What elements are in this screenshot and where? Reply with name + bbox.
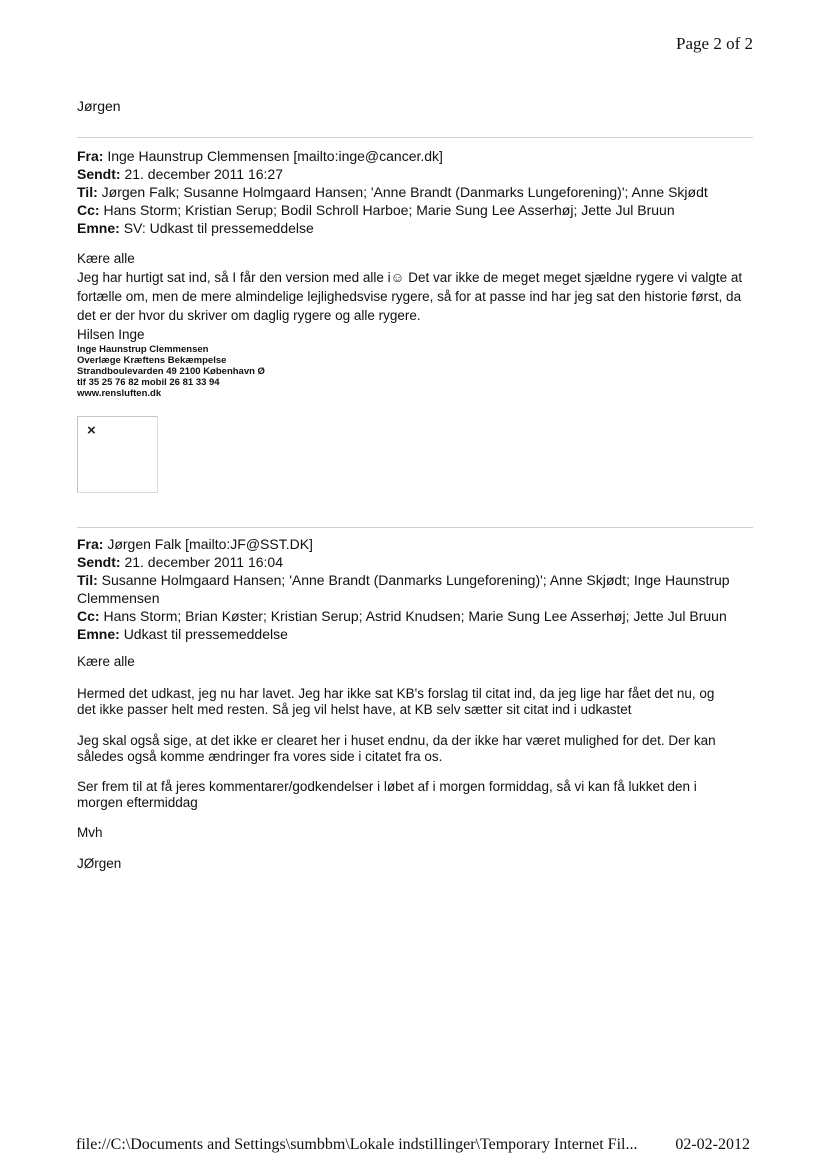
sent-value: 21. december 2011 16:04 xyxy=(124,554,283,570)
broken-image-icon: × xyxy=(87,422,96,439)
divider xyxy=(77,527,753,528)
sent-line: Sendt: 21. december 2011 16:04 xyxy=(77,554,283,570)
top-signoff: Jørgen xyxy=(77,98,121,114)
subject-value: Udkast til pressemeddelse xyxy=(123,626,288,642)
message2-header xyxy=(77,535,730,643)
from-value[interactable]: Jørgen Falk [mailto:JF@SST.DK] xyxy=(107,536,313,552)
signoff: JØrgen xyxy=(77,856,122,871)
greeting: Kære alle xyxy=(77,654,135,669)
body-paragraph xyxy=(77,733,716,765)
text-line: Hermed det udkast, jeg nu har lavet. Jeg har ikke sat KB's forslag til citat ind, da jeg lige har fået det nu, og xyxy=(77,686,715,701)
to-value: Jørgen Falk; Susanne Holmgaard Hansen; 'Anne Brandt (Danmarks Lungeforening)'; Anne Skjødt xyxy=(101,184,708,200)
closing: Hilsen Inge xyxy=(77,327,145,342)
closing: Mvh xyxy=(77,825,103,840)
subject-line: Emne: SV: Udkast til pressemeddelse xyxy=(77,220,314,236)
text-line: morgen eftermiddag xyxy=(77,795,198,810)
page-number: Page 2 of 2 xyxy=(676,34,753,53)
signature-phone: tlf 35 25 76 82 mobil 26 81 33 94 xyxy=(77,377,220,388)
message1-body xyxy=(77,249,757,344)
signature-name: Inge Haunstrup Clemmensen xyxy=(77,344,209,355)
to-line-continued: Clemmensen xyxy=(77,590,160,606)
broken-image-placeholder xyxy=(77,416,158,493)
from-value[interactable]: Inge Haunstrup Clemmensen [mailto:inge@cancer.dk] xyxy=(107,148,443,164)
subject-line: Emne: Udkast til pressemeddelse xyxy=(77,626,288,642)
subject-value: SV: Udkast til pressemeddelse xyxy=(123,220,314,236)
cc-value: Hans Storm; Kristian Serup; Bodil Schroll Harboe; Marie Sung Lee Asserhøj; Jette Jul Bruun xyxy=(103,202,675,218)
cc-line: Cc: Hans Storm; Kristian Serup; Bodil Schroll Harboe; Marie Sung Lee Asserhøj; Jette Jul Bruun xyxy=(77,202,675,218)
body-paragraph: Jeg har hurtigt sat ind, så I får den version med alle i☺ Det var ikke de meget meget sjældne rygere vi valgte at fortælle om, men de mere almindelige lejlighedsvise rygere, så for at passe ind har jeg sat den historie først, da det er der hvor du skriver om daglig rygere og alle rygere. xyxy=(77,270,743,323)
greeting: Kære alle xyxy=(77,251,135,266)
smiley-icon: ☺ xyxy=(390,270,405,285)
message1-header xyxy=(77,147,708,237)
signature-block xyxy=(77,344,265,399)
text-line: Ser frem til at få jeres kommentarer/godkendelser i løbet af i morgen formiddag, så vi kan få lukket den i xyxy=(77,779,697,794)
footer-file-path: file://C:\Documents and Settings\sumbbm\Lokale indstillinger\Temporary Internet Fil... xyxy=(76,1136,638,1153)
signature-title: Overlæge Kræftens Bekæmpelse xyxy=(77,355,227,366)
to-line: Til: Susanne Holmgaard Hansen; 'Anne Brandt (Danmarks Lungeforening)'; Anne Skjødt; Inge Haunstrup xyxy=(77,572,730,588)
text-line: således også komme ændringer fra vores side i citatet fra os. xyxy=(77,749,443,764)
sent-value: 21. december 2011 16:27 xyxy=(124,166,283,182)
body-paragraph xyxy=(77,779,697,811)
to-line: Til: Jørgen Falk; Susanne Holmgaard Hansen; 'Anne Brandt (Danmarks Lungeforening)'; Anne Skjødt xyxy=(77,184,708,200)
cc-line: Cc: Hans Storm; Brian Køster; Kristian Serup; Astrid Knudsen; Marie Sung Lee Asserhøj; Jette Jul Bruun xyxy=(77,608,727,624)
text-line: det ikke passer helt med resten. Så jeg vil helst have, at KB selv sætter sit citat ind i udkastet xyxy=(77,702,632,717)
from-line: Fra: Inge Haunstrup Clemmensen [mailto:inge@cancer.dk] xyxy=(77,148,443,164)
from-line: Fra: Jørgen Falk [mailto:JF@SST.DK] xyxy=(77,536,313,552)
sent-line: Sendt: 21. december 2011 16:27 xyxy=(77,166,283,182)
signature-address: Strandboulevarden 49 2100 København Ø xyxy=(77,366,265,377)
footer-date: 02-02-2012 xyxy=(675,1136,750,1153)
body-paragraph xyxy=(77,686,714,718)
to-value: Susanne Holmgaard Hansen; 'Anne Brandt (Danmarks Lungeforening)'; Anne Skjødt; Inge Haunstrup xyxy=(101,572,730,588)
cc-value: Hans Storm; Brian Køster; Kristian Serup; Astrid Knudsen; Marie Sung Lee Asserhøj; Jette Jul Bruun xyxy=(103,608,727,624)
text-line: Jeg skal også sige, at det ikke er clearet her i huset endnu, da der ikke har været mulighed for det. Der kan xyxy=(77,733,716,748)
signature-website[interactable]: www.rensluften.dk xyxy=(77,388,162,399)
divider xyxy=(77,137,753,138)
